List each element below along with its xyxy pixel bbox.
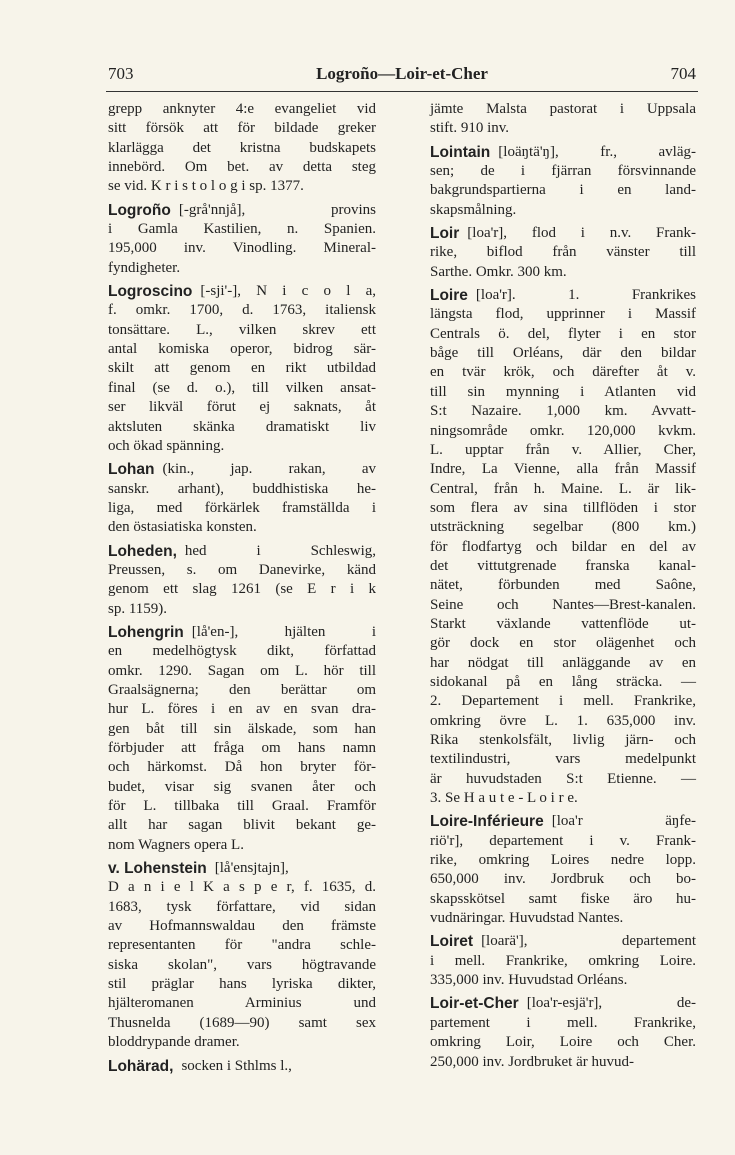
line-text: textilindustri, vars medelpunkt (430, 751, 696, 768)
text-line (430, 344, 696, 363)
line-text: gen båt till sin älskade, som han (108, 720, 376, 737)
dictionary-entry (430, 224, 696, 282)
line-text: Centrals ö. del, flyter i en stor (430, 325, 696, 342)
text-line (430, 890, 696, 909)
dictionary-entry (430, 100, 696, 139)
line-text: gör dock en stor olägenhet och (430, 635, 696, 652)
text-line (108, 600, 376, 619)
text-line (108, 878, 376, 897)
text-line (108, 499, 376, 518)
text-line (108, 119, 376, 138)
line-text: siska skolan", vars högtravande (108, 956, 376, 973)
text-line (430, 162, 696, 181)
line-text: aktsluten skänka dramatiskt liv (108, 418, 376, 435)
line-text: vudnäringar. Huvudstad Nantes. (430, 910, 624, 927)
text-line (108, 321, 376, 340)
dictionary-entry (430, 812, 696, 928)
text-line (430, 692, 696, 711)
page-header (108, 64, 696, 86)
line-text: budet, visar sig svanen åter och (108, 778, 376, 795)
text-line (430, 363, 696, 382)
text-line (430, 499, 696, 518)
text-line (430, 305, 696, 324)
line-text: jämte Malsta pastorat i Uppsala (430, 101, 696, 117)
text-line (430, 1033, 696, 1052)
text-line (430, 325, 696, 344)
line-text: Seine och Nantes—Brest-kanalen. (430, 596, 696, 613)
line-text: hed i Schleswig, (184, 542, 376, 559)
headword: Loheden, (108, 542, 177, 560)
text-line (430, 870, 696, 889)
text-line (430, 673, 696, 692)
line-text: båge till Orléans, där den bildar (430, 345, 696, 362)
line-text: [loäŋtä'ŋ], fr., avläg- (498, 143, 696, 160)
text-line (108, 340, 376, 359)
line-text: antal komiska operor, bidrog sär- (108, 341, 376, 358)
text-line (430, 1053, 696, 1072)
line-text: final (se d. o.), till vilken ansat- (108, 379, 376, 396)
page-number-left: 703 (108, 64, 134, 83)
line-text: ningsområde omkr. 120,000 kvkm. (430, 422, 696, 439)
text-line (430, 812, 696, 831)
line-text: genom ett slag 1261 (se E r i k (108, 581, 376, 598)
text-line (108, 720, 376, 739)
line-text: hjälteromanen Arminius und (108, 995, 376, 1012)
line-text: har nödgat till anläggande av en (430, 654, 696, 671)
line-text: [loa'r]. 1. Frankrikes (475, 287, 696, 304)
line-text: 3. Se H a u t e - L o i r e. (430, 790, 578, 807)
text-line (430, 851, 696, 870)
line-text: [lå'en-], hjälten i (191, 623, 376, 640)
header-rule (106, 91, 698, 92)
text-line (430, 557, 696, 576)
line-text: [lå'ensjtajn], (214, 860, 289, 877)
text-line (430, 460, 696, 479)
dictionary-entry (108, 1057, 376, 1076)
line-text: f. omkr. 1700, d. 1763, italiensk (108, 302, 376, 319)
text-line (108, 836, 376, 855)
text-line (430, 596, 696, 615)
line-text: se vid. K r i s t o l o g i sp. 1377. (108, 178, 304, 195)
text-line (108, 739, 376, 758)
text-line (430, 576, 696, 595)
line-text: 1683, tysk författare, vid sidan (108, 898, 376, 915)
text-line (430, 770, 696, 789)
line-text: en tvär krök, och därefter åt v. (430, 364, 696, 381)
line-text: hur L. föres i en av en svan dra- (108, 701, 376, 718)
text-line (430, 286, 696, 305)
text-line (108, 220, 376, 239)
line-text: bloddrypande dramer. (108, 1034, 240, 1051)
line-text: partement i mell. Frankrike, (430, 1014, 696, 1031)
line-text: skapsmålning. (430, 201, 517, 218)
line-text: är huvudstaden S:t Etienne. — (430, 770, 696, 787)
text-line (430, 731, 696, 750)
text-line (108, 623, 376, 642)
text-line (108, 1033, 376, 1052)
text-line (108, 418, 376, 437)
line-text: grepp anknyter 4:e evangeliet vid (108, 101, 376, 117)
line-text: 2. Departement i mell. Frankrike, (430, 693, 696, 710)
headword: Lohärad, (108, 1057, 174, 1075)
dictionary-entry (108, 100, 376, 197)
text-line (108, 778, 376, 797)
line-text: för flodfartyg och bildar en del av (430, 538, 696, 555)
line-text: rike, biflod från vänster till (430, 244, 696, 261)
line-text: det vittutgrenade franska kanal- (430, 557, 696, 574)
text-line (430, 971, 696, 990)
text-line (108, 177, 376, 196)
line-text: den östasiatiska konsten. (108, 519, 257, 536)
text-line (108, 956, 376, 975)
text-line (108, 681, 376, 700)
line-text: Central, från h. Maine. L. är lik- (430, 480, 696, 497)
text-line (108, 139, 376, 158)
text-line (108, 239, 376, 258)
line-text: Graalsägnerna; den berättar om (108, 681, 376, 698)
line-text: 250,000 inv. Jordbruket är huvud- (430, 1053, 634, 1070)
line-text: [loarä'], departement (481, 933, 696, 950)
line-text: sanskr. arhant), buddhistiska he- (108, 480, 376, 497)
headword: Lohan (108, 461, 155, 479)
line-text: D a n i e l K a s p e r, f. 1635, d. (108, 879, 376, 896)
text-line (430, 654, 696, 673)
text-line (430, 100, 696, 119)
line-text: för L. tillbaka till Graal. Framför (108, 798, 376, 815)
line-text: liga, med förkärlek framställda i (108, 499, 376, 516)
line-text: nom Wagners opera L. (108, 836, 244, 853)
text-line (430, 712, 696, 731)
line-text: ser likväl förut ej saknats, åt (108, 399, 376, 416)
text-line (430, 441, 696, 460)
line-text: (kin., jap. rakan, av (162, 461, 376, 478)
line-text: Preussen, s. om Danevirke, känd (108, 561, 376, 578)
text-line (430, 750, 696, 769)
text-line (430, 952, 696, 971)
text-line (108, 642, 376, 661)
headword: Logroscino (108, 283, 193, 301)
running-title: Logroño—Loir-et-Cher (316, 64, 488, 83)
text-line (108, 259, 376, 278)
text-line (430, 518, 696, 537)
text-line (108, 917, 376, 936)
headword: Loiret (430, 933, 474, 951)
line-text: allt har sagan blivit bekant ge- (108, 817, 376, 834)
text-line (430, 789, 696, 808)
text-line (108, 201, 376, 220)
line-text: sp. 1159). (108, 600, 168, 617)
text-line (430, 143, 696, 162)
dictionary-entry (108, 282, 376, 456)
line-text: stift. 910 inv. (430, 120, 510, 137)
line-text: och ökad spänning. (108, 437, 225, 454)
line-text: S:t Nazaire. 1,000 km. Avvatt- (430, 403, 696, 420)
line-text: längsta flod, upprinner i Massif (430, 306, 696, 323)
line-text: rike, omkring Loires nedre lopp. (430, 852, 696, 869)
headword: v. Lohenstein (108, 860, 207, 878)
text-line (108, 580, 376, 599)
text-line (108, 936, 376, 955)
text-line (108, 100, 376, 119)
left-column (108, 100, 376, 1076)
line-text: innebörd. Om bet. av detta steg (108, 159, 376, 176)
text-line (430, 201, 696, 220)
line-text: som flera av sina tillflöden i stor (430, 499, 696, 516)
headword: Lointain (430, 143, 491, 161)
line-text: stil präglar hans lyriska dikter, (108, 976, 376, 993)
line-text: sidokanal på en lång sträcka. — (430, 673, 696, 690)
text-line (108, 898, 376, 917)
text-line (430, 243, 696, 262)
text-line (108, 379, 376, 398)
headword: Loire (430, 287, 468, 305)
line-text: Starkt växlande vattenflöde ut- (430, 615, 696, 632)
dictionary-entry (108, 859, 376, 1052)
line-text: 650,000 inv. Jordbruk och bo- (430, 871, 696, 888)
text-line (108, 816, 376, 835)
right-column (430, 100, 696, 1072)
text-line (430, 224, 696, 243)
line-text: klarlägga det kristna budskapets (108, 139, 376, 156)
line-text: och härkomst. Då hon bryter för- (108, 759, 376, 776)
line-text: sitt försök att för bildade greker (108, 120, 376, 137)
line-text: [loa'r-esjä'r], de- (526, 995, 696, 1012)
text-line (108, 662, 376, 681)
text-line (430, 1014, 696, 1033)
text-line (108, 542, 376, 561)
text-line (430, 480, 696, 499)
line-text: tonsättare. L., vilken skrev ett (108, 321, 376, 338)
text-line (108, 282, 376, 301)
line-text: i Gamla Kastilien, n. Spanien. (108, 221, 376, 238)
dictionary-entry (108, 542, 376, 619)
line-text: sen; de i fjärran försvinnande (430, 163, 696, 180)
text-line (430, 402, 696, 421)
line-text: riö'r], departement i v. Frank- (430, 832, 696, 849)
text-line (108, 561, 376, 580)
line-text: 335,000 inv. Huvudstad Orléans. (430, 972, 628, 989)
dictionary-entry (108, 201, 376, 278)
line-text: socken i Sthlms l., (181, 1057, 292, 1074)
dictionary-entry (430, 994, 696, 1071)
text-line (430, 422, 696, 441)
line-text: Rika stenkolsfält, livlig järn- och (430, 732, 696, 748)
line-text: L. upptar från v. Allier, Cher, (430, 441, 696, 458)
text-line (430, 383, 696, 402)
line-text: utsträckning segelbar (800 km.) (430, 519, 696, 536)
headword: Loir-et-Cher (430, 995, 519, 1013)
text-line (108, 994, 376, 1013)
line-text: Indre, La Vienne, alla från Massif (430, 461, 696, 478)
text-line (430, 634, 696, 653)
text-line (108, 480, 376, 499)
text-line (108, 859, 376, 878)
text-line (430, 263, 696, 282)
headword: Loire-Inférieure (430, 813, 544, 831)
headword: Lohengrin (108, 623, 184, 641)
line-text: nätet, förbunden med Saône, (430, 577, 696, 594)
text-line (108, 158, 376, 177)
line-text: till sin mynning i Atlanten vid (430, 383, 696, 400)
text-line (108, 398, 376, 417)
dictionary-entry (108, 460, 376, 537)
line-text: [-grå'nnjå], provins (178, 201, 376, 218)
dictionary-entry (430, 932, 696, 990)
line-text: [-sji'-], N i c o l a, (200, 283, 376, 300)
line-text: bakgrundspartierna i en land- (430, 182, 696, 199)
line-text: förbjuder att fråga om hans namn (108, 740, 376, 756)
line-text: omkring Loir, Loire och Cher. (430, 1034, 696, 1051)
text-line (430, 181, 696, 200)
text-line (108, 700, 376, 719)
text-line (108, 797, 376, 816)
text-line (108, 758, 376, 777)
headword: Logroño (108, 201, 171, 219)
text-line (430, 994, 696, 1013)
text-line (430, 832, 696, 851)
headword: Loir (430, 225, 460, 243)
text-line (430, 615, 696, 634)
text-line (108, 301, 376, 320)
line-text: [loa'r äŋfe- (551, 813, 696, 830)
text-line (430, 932, 696, 951)
text-line (108, 518, 376, 537)
text-line (108, 359, 376, 378)
line-text: Sarthe. Omkr. 300 km. (430, 263, 567, 280)
text-line (430, 119, 696, 138)
text-line (108, 975, 376, 994)
line-text: omkr. 1290. Sagan om L. hör till (108, 662, 376, 679)
line-text: i mell. Frankrike, omkring Loire. (430, 952, 696, 969)
line-text: Thusnelda (1689—90) samt sex (108, 1014, 376, 1031)
text-line (108, 437, 376, 456)
text-line (430, 538, 696, 557)
line-text: skapsskötsel samt fiske äro hu- (430, 890, 696, 907)
line-text: skilt att genom en rikt utbildad (108, 360, 376, 377)
dictionary-entry (430, 143, 696, 220)
text-line (108, 1014, 376, 1033)
dictionary-entry (108, 623, 376, 855)
text-line (108, 460, 376, 479)
page-number-right: 704 (670, 64, 696, 83)
line-text: en medelhögtysk dikt, författad (108, 643, 376, 660)
line-text: 195,000 inv. Vinodling. Mineral- (108, 240, 376, 257)
text-line (108, 1057, 376, 1076)
line-text: fyndigheter. (108, 259, 181, 276)
line-text: representanten för "andra schle- (108, 937, 376, 954)
line-text: av Hofmannswaldau den främste (108, 918, 376, 935)
text-line (430, 909, 696, 928)
line-text: omkring övre L. 1. 635,000 inv. (430, 712, 696, 729)
dictionary-entry (430, 286, 696, 808)
line-text: [loa'r], flod i n.v. Frank- (467, 225, 696, 242)
